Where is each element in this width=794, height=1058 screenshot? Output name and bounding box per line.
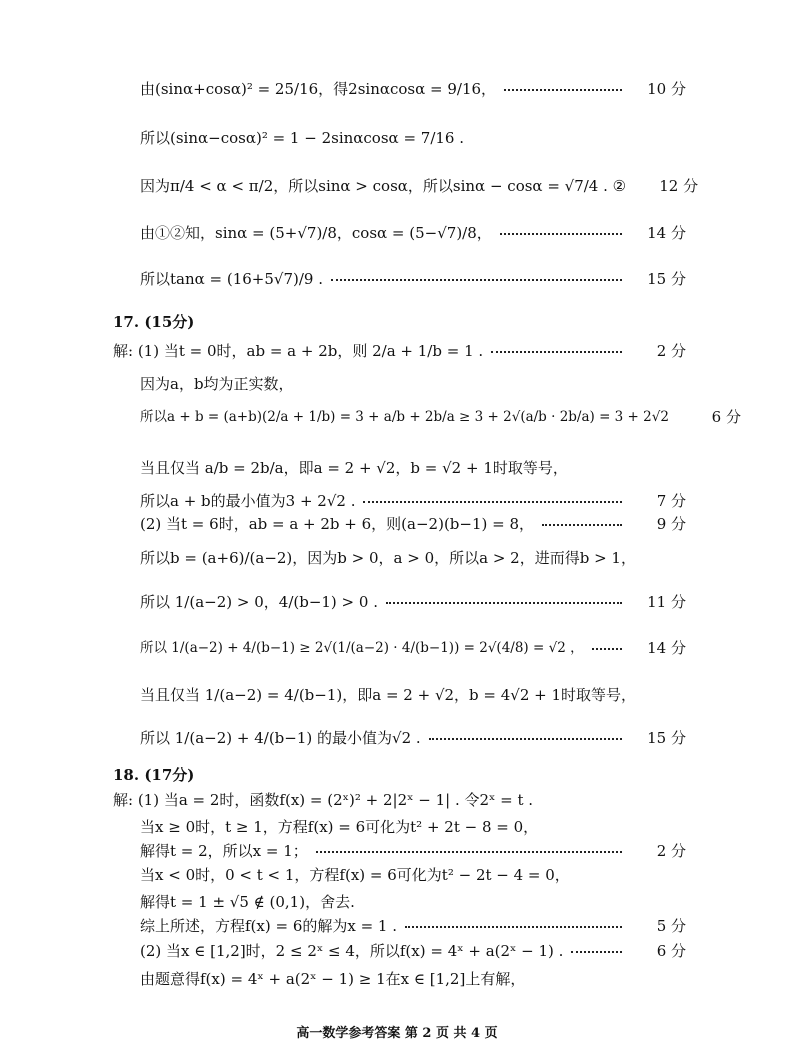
step-text: 当且仅当 a/b = 2b/a，即a = 2 + √2，b = √2 + 1时取等号， (140, 459, 568, 477)
step-line (140, 844, 686, 859)
step-line (140, 408, 741, 426)
score-label: 7 分 (656, 492, 686, 510)
step-text: 所以tanα = (16+5√7)/9 . (140, 270, 324, 288)
step-line (140, 517, 686, 532)
dot-leader (571, 951, 622, 953)
step-line (140, 551, 636, 566)
step-text: (2) 当x ∈ [1,2]时，2 ≤ 2ˣ ≤ 4，所以f(x) = 4ˣ + a(2ˣ − 1) . (140, 942, 564, 960)
score-label: 15 分 (647, 270, 686, 288)
dot-leader (504, 89, 622, 91)
step-line (140, 226, 686, 241)
step-text: 当x < 0时，0 < t < 1，方程f(x) = 6可化为t² − 2t − 4 = 0， (140, 866, 570, 884)
step-line (140, 731, 686, 746)
step-text: 解: (1) 当a = 2时，函数f(x) = (2ˣ)² + 2|2ˣ − 1| . 令2ˣ = t . (113, 791, 534, 809)
dot-leader (542, 524, 622, 526)
dot-leader (363, 501, 622, 503)
step-line (140, 82, 686, 97)
step-text: 所以 1/(a−2) > 0，4/(b−1) > 0 . (140, 593, 378, 611)
step-text: 所以a + b的最小值为3 + 2√2 . (140, 492, 356, 510)
step-line (140, 688, 636, 703)
dot-leader (429, 738, 622, 740)
step-line (113, 793, 533, 808)
step-line (140, 972, 525, 987)
step-text: 解: (1) 当t = 0时，ab = a + 2b，则 2/a + 1/b = 1 . (113, 342, 484, 360)
step-text: 因为a，b均为正实数， (140, 375, 294, 393)
step-line (140, 272, 686, 287)
question-heading (113, 768, 194, 783)
question-number: 17. (15分) (113, 313, 195, 331)
step-text: 因为π/4 < α < π/2，所以sinα > cosα，所以sinα − cosα = √7/4 . ② (140, 177, 627, 195)
step-text: 由题意得f(x) = 4ˣ + a(2ˣ − 1) ≥ 1在x ∈ [1,2]上有解， (140, 970, 526, 988)
step-text: 所以a + b = (a+b)(2/a + 1/b) = 3 + a/b + 2b/a ≥ 3 + 2√(a/b · 2b/a) = 3 + 2√2 (140, 408, 669, 425)
step-text: 解得t = 2，所以x = 1； (140, 842, 308, 860)
step-line (140, 177, 699, 195)
dot-leader (316, 851, 622, 853)
step-text: 当x ≥ 0时，t ≥ 1，方程f(x) = 6可化为t² + 2t − 8 = 0， (140, 818, 539, 836)
score-label: 6 分 (656, 942, 686, 960)
score-label: 9 分 (656, 515, 686, 533)
step-text: 综上所述，方程f(x) = 6的解为x = 1 . (140, 917, 398, 935)
step-text: 解得t = 1 ± √5 ∉ (0,1)，舍去. (140, 893, 355, 911)
step-text: 所以 1/(a−2) + 4/(b−1) ≥ 2√(1/(a−2) · 4/(b−1)) = 2√(4/8) = √2 ， (140, 639, 584, 656)
step-text: 所以b = (a+6)/(a−2)，因为b > 0，a > 0，所以a > 2，进而得b > 1， (140, 549, 636, 567)
step-line (140, 868, 570, 883)
dot-leader (405, 926, 622, 928)
step-line (140, 494, 686, 509)
dot-leader (386, 602, 622, 604)
score-label: 10 分 (647, 80, 686, 98)
step-line (140, 895, 355, 910)
question-heading (113, 315, 194, 330)
question-number: 18. (17分) (113, 766, 195, 784)
score-label: 2 分 (656, 842, 686, 860)
step-text: 由(sinα+cosα)² = 25/16，得2sinαcosα = 9/16， (140, 80, 497, 98)
step-line (113, 344, 686, 359)
step-line (140, 461, 568, 476)
dot-leader (491, 351, 622, 353)
score-label: 14 分 (647, 224, 686, 242)
score-label: 11 分 (647, 593, 686, 611)
dot-leader (592, 648, 622, 650)
score-label: 2 分 (656, 342, 686, 360)
score-label: 6 分 (711, 408, 741, 426)
step-line (140, 377, 294, 392)
step-line (140, 944, 686, 959)
step-line (140, 919, 686, 934)
score-label: 12 分 (659, 177, 699, 195)
dot-leader (500, 233, 622, 235)
step-line (140, 131, 464, 146)
page-footer: 高一数学参考答案 第 2 页 共 4 页 (296, 1026, 498, 1041)
score-label: 15 分 (647, 729, 686, 747)
dot-leader (331, 279, 622, 281)
score-label: 5 分 (656, 917, 686, 935)
step-text: (2) 当t = 6时，ab = a + 2b + 6，则(a−2)(b−1) = 8， (140, 515, 535, 533)
step-line (140, 820, 538, 835)
step-text: 所以 1/(a−2) + 4/(b−1) 的最小值为√2 . (140, 729, 421, 747)
score-label: 14 分 (647, 639, 686, 657)
step-line (140, 595, 686, 610)
step-text: 所以(sinα−cosα)² = 1 − 2sinαcosα = 7/16 . (140, 129, 464, 147)
step-text: 由①②知，sinα = (5+√7)/8，cosα = (5−√7)/8， (140, 224, 492, 242)
step-text: 当且仅当 1/(a−2) = 4/(b−1)，即a = 2 + √2，b = 4√2 + 1时取等号， (140, 686, 637, 704)
step-line (140, 641, 686, 656)
